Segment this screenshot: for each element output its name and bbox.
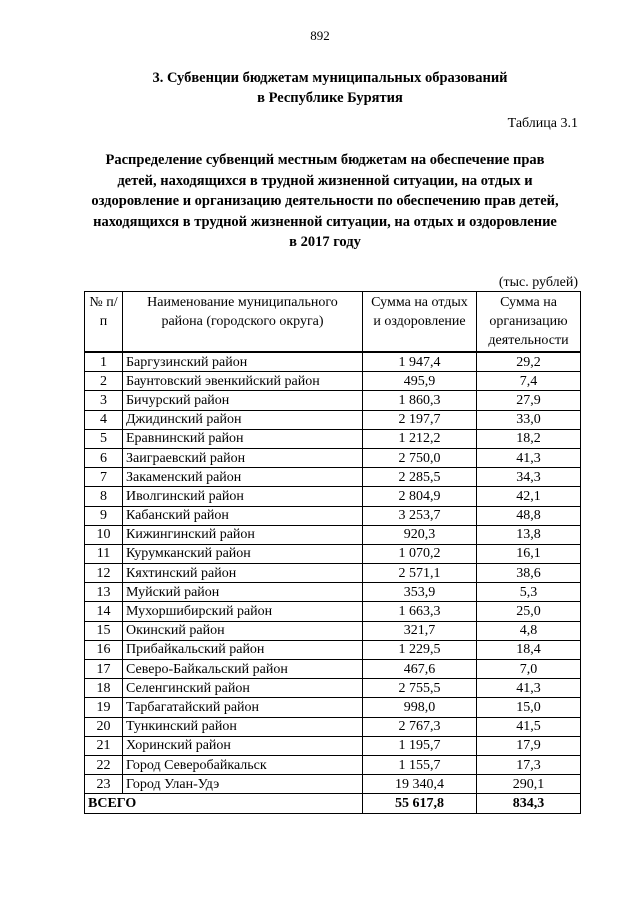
row-sum-org: 15,0 [477, 698, 581, 717]
row-num: 7 [85, 468, 123, 487]
row-num: 10 [85, 525, 123, 544]
row-sum-org: 41,3 [477, 679, 581, 698]
total-sum-rest: 55 617,8 [363, 794, 477, 813]
total-row [85, 794, 581, 813]
section-title-line: в Республике Бурятия [257, 90, 403, 106]
row-sum-rest: 1 947,4 [363, 352, 477, 372]
row-name: Кяхтинский район [123, 564, 363, 583]
table-header-row [85, 292, 581, 353]
table-label: Таблица 3.1 [507, 116, 578, 131]
row-sum-org: 48,8 [477, 506, 581, 525]
row-name: Курумканский район [123, 544, 363, 563]
table-row [85, 544, 581, 563]
row-num: 2 [85, 372, 123, 391]
row-sum-org: 5,3 [477, 583, 581, 602]
row-name: Город Улан-Удэ [123, 775, 363, 794]
header-num: № п/п [85, 292, 123, 353]
row-sum-rest: 321,7 [363, 621, 477, 640]
row-name: Баунтовский эвенкийский район [123, 372, 363, 391]
row-num: 1 [85, 352, 123, 372]
row-num: 5 [85, 429, 123, 448]
row-sum-org: 27,9 [477, 391, 581, 410]
row-sum-org: 7,0 [477, 660, 581, 679]
row-sum-rest: 1 860,3 [363, 391, 477, 410]
total-label: ВСЕГО [85, 794, 363, 813]
table-row [85, 679, 581, 698]
row-name: Окинский район [123, 621, 363, 640]
row-name: Тункинский район [123, 717, 363, 736]
row-num: 11 [85, 544, 123, 563]
row-num: 13 [85, 583, 123, 602]
table-row [85, 698, 581, 717]
table-caption-line: оздоровление и организацию деятельности по обеспечению прав детей, [91, 193, 559, 209]
row-sum-org: 38,6 [477, 564, 581, 583]
section-title [60, 68, 600, 108]
table-row [85, 468, 581, 487]
table-row [85, 640, 581, 659]
row-name: Иволгинский район [123, 487, 363, 506]
table-caption-line: находящихся в трудной жизненной ситуации, на отдых и оздоровление [93, 213, 557, 230]
row-sum-org: 41,3 [477, 448, 581, 467]
row-sum-rest: 1 212,2 [363, 429, 477, 448]
table-row [85, 621, 581, 640]
row-name: Баргузинский район [123, 352, 363, 372]
unit-note: (тыс. рублей) [498, 275, 578, 290]
header-sum-org: Сумма на организацию деятельности [477, 292, 581, 353]
table-row [85, 372, 581, 391]
row-num: 18 [85, 679, 123, 698]
row-name: Хоринский район [123, 736, 363, 755]
table-row [85, 391, 581, 410]
row-name: Город Северобайкальск [123, 755, 363, 774]
row-sum-org: 16,1 [477, 544, 581, 563]
header-sum-rest: Сумма на отдых и оздоровление [363, 292, 477, 353]
row-sum-rest: 998,0 [363, 698, 477, 717]
row-sum-rest: 2 571,1 [363, 564, 477, 583]
row-sum-org: 42,1 [477, 487, 581, 506]
row-sum-rest: 467,6 [363, 660, 477, 679]
row-num: 19 [85, 698, 123, 717]
row-num: 20 [85, 717, 123, 736]
row-sum-org: 290,1 [477, 775, 581, 794]
row-name: Тарбагатайский район [123, 698, 363, 717]
row-sum-org: 7,4 [477, 372, 581, 391]
total-sum-org: 834,3 [477, 794, 581, 813]
row-sum-rest: 1 195,7 [363, 736, 477, 755]
table-row [85, 352, 581, 372]
table-row [85, 775, 581, 794]
row-sum-org: 33,0 [477, 410, 581, 429]
table-caption-line: детей, находящихся в трудной жизненной ситуации, на отдых и [117, 172, 533, 189]
table-row [85, 448, 581, 467]
row-num: 8 [85, 487, 123, 506]
row-name: Джидинский район [123, 410, 363, 429]
row-name: Закаменский район [123, 468, 363, 487]
row-name: Муйский район [123, 583, 363, 602]
row-sum-rest: 920,3 [363, 525, 477, 544]
row-name: Прибайкальский район [123, 640, 363, 659]
table-row [85, 506, 581, 525]
row-num: 17 [85, 660, 123, 679]
row-name: Мухоршибирский район [123, 602, 363, 621]
row-sum-org: 18,2 [477, 429, 581, 448]
table-row [85, 717, 581, 736]
row-sum-org: 4,8 [477, 621, 581, 640]
row-num: 22 [85, 755, 123, 774]
row-sum-org: 17,3 [477, 755, 581, 774]
row-sum-rest: 2 767,3 [363, 717, 477, 736]
table-caption-line: Распределение субвенций местным бюджетам на обеспечение прав [105, 152, 545, 168]
table-row [85, 429, 581, 448]
row-sum-org: 29,2 [477, 352, 581, 372]
table-row [85, 564, 581, 583]
row-num: 23 [85, 775, 123, 794]
row-sum-rest: 353,9 [363, 583, 477, 602]
row-num: 21 [85, 736, 123, 755]
row-sum-org: 18,4 [477, 640, 581, 659]
row-name: Северо-Байкальский район [123, 660, 363, 679]
row-num: 16 [85, 640, 123, 659]
row-num: 4 [85, 410, 123, 429]
row-sum-rest: 1 155,7 [363, 755, 477, 774]
subvention-table [84, 291, 581, 814]
table-caption [70, 150, 580, 253]
section-title-line: 3. Субвенции бюджетам муниципальных образований [152, 70, 508, 86]
row-name: Кабанский район [123, 506, 363, 525]
row-sum-org: 34,3 [477, 468, 581, 487]
table-row [85, 525, 581, 544]
header-name: Наименование муниципального района (городского округа) [123, 292, 363, 353]
row-sum-rest: 2 197,7 [363, 410, 477, 429]
table-row [85, 583, 581, 602]
row-sum-rest: 495,9 [363, 372, 477, 391]
row-num: 9 [85, 506, 123, 525]
row-sum-rest: 1 070,2 [363, 544, 477, 563]
table-row [85, 602, 581, 621]
row-sum-rest: 1 229,5 [363, 640, 477, 659]
row-sum-org: 13,8 [477, 525, 581, 544]
row-name: Заиграевский район [123, 448, 363, 467]
table-body [85, 352, 581, 794]
row-num: 15 [85, 621, 123, 640]
table-row [85, 410, 581, 429]
row-sum-org: 25,0 [477, 602, 581, 621]
row-name: Селенгинский район [123, 679, 363, 698]
table-caption-line: в 2017 году [289, 234, 361, 250]
table-row [85, 660, 581, 679]
row-sum-rest: 3 253,7 [363, 506, 477, 525]
row-sum-rest: 2 285,5 [363, 468, 477, 487]
row-sum-rest: 2 750,0 [363, 448, 477, 467]
row-num: 14 [85, 602, 123, 621]
row-sum-rest: 2 755,5 [363, 679, 477, 698]
row-sum-org: 41,5 [477, 717, 581, 736]
page-number: 892 [310, 28, 330, 43]
row-num: 12 [85, 564, 123, 583]
table-row [85, 487, 581, 506]
row-num: 3 [85, 391, 123, 410]
row-name: Кижингинский район [123, 525, 363, 544]
row-num: 6 [85, 448, 123, 467]
table-row [85, 736, 581, 755]
row-name: Еравнинский район [123, 429, 363, 448]
row-sum-rest: 2 804,9 [363, 487, 477, 506]
row-name: Бичурский район [123, 391, 363, 410]
row-sum-org: 17,9 [477, 736, 581, 755]
table-row [85, 755, 581, 774]
row-sum-rest: 19 340,4 [363, 775, 477, 794]
row-sum-rest: 1 663,3 [363, 602, 477, 621]
